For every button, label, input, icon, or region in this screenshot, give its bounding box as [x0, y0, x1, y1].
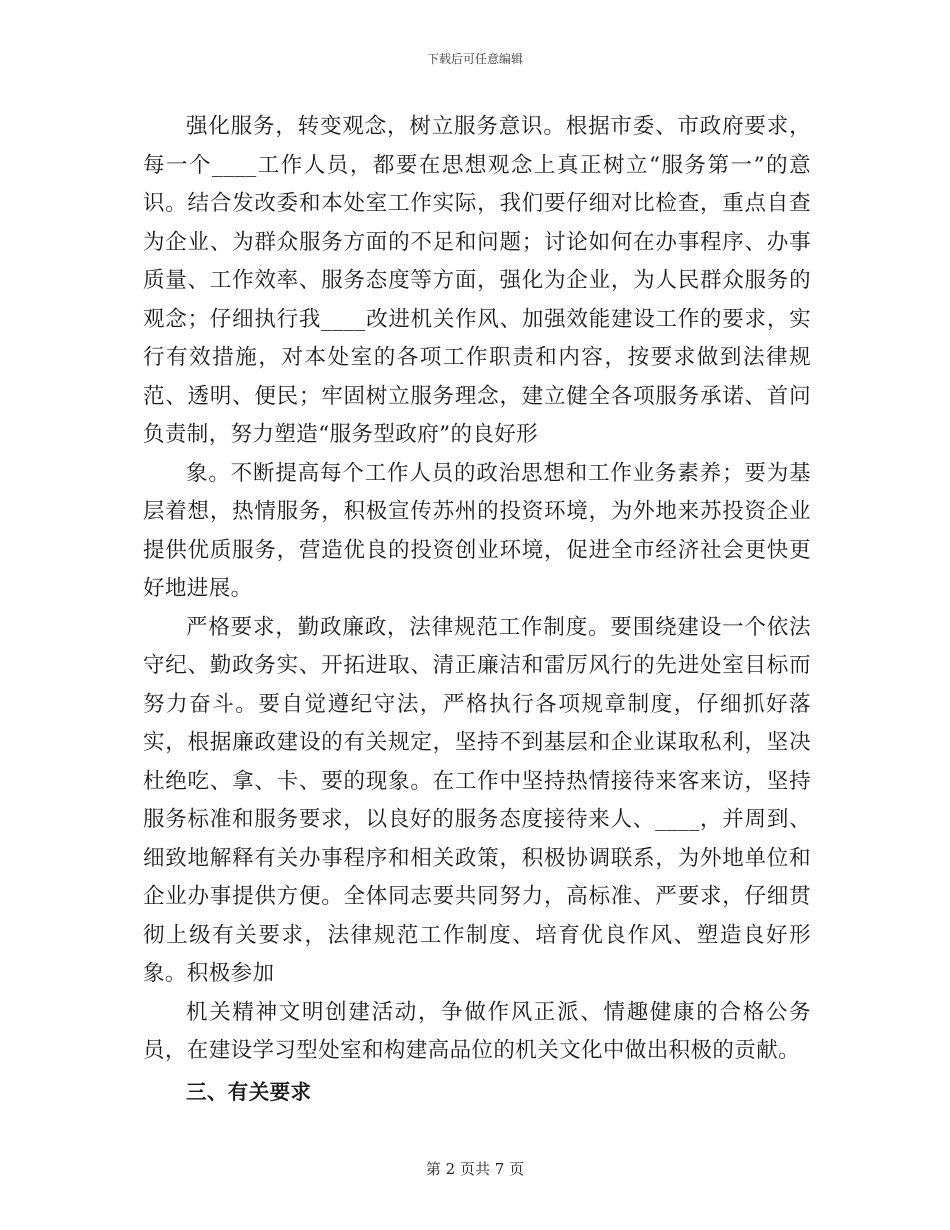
page-number: 第 2 页共 7 页: [425, 1160, 525, 1178]
paragraph-strict-requirements: 严格要求，勤政廉政，法律规范工作制度。要围绕建设一个依法守纪、勤政务实、开拓进取、清正廉洁和雷厉风行的先进处室目标而努力奋斗。要自觉遵纪守法，严格执行各项规章制度，仔细抓好落实，根据廉政建设的有关规定，坚持不到基层和企业谋取私利，坚决杜绝吃、拿、卡、要的现象。在工作中坚持热情接待来客来访，坚持服务标准和服务要求，以良好的服务态度接待来人、____，并周到、细致地解释有关办事程序和相关政策，积极协调联系，为外地单位和企业办事提供方便。全体同志要共同努力，高标准、严要求，仔细贯彻上级有关要求，法律规范工作制度、培育优良作风、塑造良好形象。积极参加: [143, 614, 811, 986]
paragraph-image-continuation: 象。不断提高每个工作人员的政治思想和工作业务素养；要为基层着想，热情服务，积极宣传苏州的投资环境，为外地来苏投资企业提供优质服务，营造优良的投资创业环境，促进全市经济社会更快更好地进展。: [143, 460, 811, 601]
section-heading: 三、有关要求: [186, 1079, 312, 1104]
document-body: [143, 108, 811, 1111]
page-header: 下载后可任意编辑: [426, 52, 523, 66]
paragraph-service-awareness: 强化服务，转变观念，树立服务意识。根据市委、市政府要求，每一个____工作人员，都要在思想观念上真正树立“服务第一”的意识。结合发改委和本处室工作实际，我们要仔细对比检查，重点自查为企业、为群众服务方面的不足和问题；讨论如何在办事程序、办事质量、工作效率、服务态度等方面，强化为企业，为人民群众服务的观念；仔细执行我____改进机关作风、加强效能建设工作的要求，实行有效措施，对本处室的各项工作职责和内容，按要求做到法律规范、透明、便民；牢固树立服务理念，建立健全各项服务承诺、首问负责制，努力塑造“服务型政府”的良好形: [143, 114, 811, 447]
paragraph-civilization-activities: 机关精神文明创建活动，争做作风正派、情趣健康的合格公务员，在建设学习型处室和构建高品位的机关文化中做出积极的贡献。: [143, 999, 811, 1063]
